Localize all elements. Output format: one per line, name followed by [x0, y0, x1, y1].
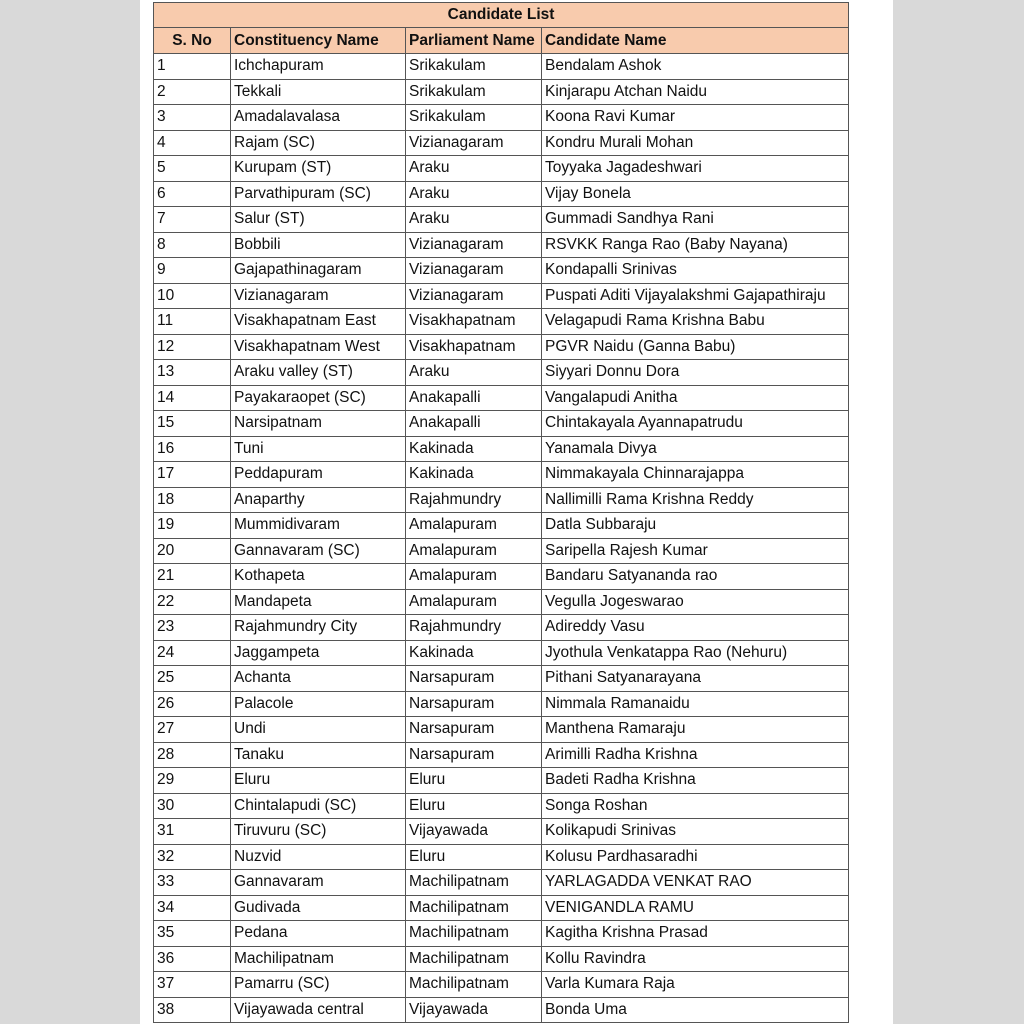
- constituency-cell: Mandapeta: [231, 589, 406, 615]
- candidate-cell: Vijay Bonela: [542, 181, 849, 207]
- table-row: [154, 768, 849, 794]
- table-row: [154, 232, 849, 258]
- parliament-cell: Rajahmundry: [406, 615, 542, 641]
- serial-number-cell: 14: [154, 385, 231, 411]
- serial-number-cell: 22: [154, 589, 231, 615]
- table-header-row: [154, 28, 849, 54]
- serial-number-cell: 27: [154, 717, 231, 743]
- serial-number-cell: 29: [154, 768, 231, 794]
- parliament-cell: Araku: [406, 360, 542, 386]
- parliament-cell: Anakapalli: [406, 411, 542, 437]
- candidate-cell: Gummadi Sandhya Rani: [542, 207, 849, 233]
- serial-number-cell: 8: [154, 232, 231, 258]
- table-row: [154, 870, 849, 896]
- table-row: [154, 487, 849, 513]
- constituency-cell: Amadalavalasa: [231, 105, 406, 131]
- table-row: [154, 462, 849, 488]
- table-row: [154, 538, 849, 564]
- candidate-cell: Kondapalli Srinivas: [542, 258, 849, 284]
- serial-number-cell: 34: [154, 895, 231, 921]
- constituency-cell: Machilipatnam: [231, 946, 406, 972]
- constituency-cell: Payakaraopet (SC): [231, 385, 406, 411]
- table-row: [154, 513, 849, 539]
- table-row: [154, 717, 849, 743]
- parliament-cell: Amalapuram: [406, 538, 542, 564]
- constituency-cell: Chintalapudi (SC): [231, 793, 406, 819]
- constituency-cell: Gannavaram: [231, 870, 406, 896]
- parliament-cell: Eluru: [406, 844, 542, 870]
- serial-number-cell: 28: [154, 742, 231, 768]
- column-header-candidate: Candidate Name: [542, 28, 849, 54]
- serial-number-cell: 24: [154, 640, 231, 666]
- parliament-cell: Rajahmundry: [406, 487, 542, 513]
- table-row: [154, 207, 849, 233]
- serial-number-cell: 32: [154, 844, 231, 870]
- parliament-cell: Machilipatnam: [406, 972, 542, 998]
- candidate-cell: Kolikapudi Srinivas: [542, 819, 849, 845]
- candidate-cell: Puspati Aditi Vijayalakshmi Gajapathiraju: [542, 283, 849, 309]
- table-row: [154, 181, 849, 207]
- parliament-cell: Srikakulam: [406, 79, 542, 105]
- serial-number-cell: 12: [154, 334, 231, 360]
- candidate-cell: YARLAGADDA VENKAT RAO: [542, 870, 849, 896]
- constituency-cell: Rajahmundry City: [231, 615, 406, 641]
- candidate-cell: Vangalapudi Anitha: [542, 385, 849, 411]
- parliament-cell: Srikakulam: [406, 54, 542, 80]
- serial-number-cell: 13: [154, 360, 231, 386]
- table-row: [154, 385, 849, 411]
- constituency-cell: Tuni: [231, 436, 406, 462]
- candidate-cell: Chintakayala Ayannapatrudu: [542, 411, 849, 437]
- constituency-cell: Gudivada: [231, 895, 406, 921]
- serial-number-cell: 3: [154, 105, 231, 131]
- document-page: [140, 0, 893, 1024]
- constituency-cell: Parvathipuram (SC): [231, 181, 406, 207]
- candidate-cell: Manthena Ramaraju: [542, 717, 849, 743]
- candidate-cell: Kolusu Pardhasaradhi: [542, 844, 849, 870]
- constituency-cell: Narsipatnam: [231, 411, 406, 437]
- parliament-cell: Vizianagaram: [406, 232, 542, 258]
- parliament-cell: Eluru: [406, 768, 542, 794]
- table-body: [154, 54, 849, 1023]
- parliament-cell: Amalapuram: [406, 513, 542, 539]
- constituency-cell: Bobbili: [231, 232, 406, 258]
- table-row: [154, 691, 849, 717]
- serial-number-cell: 38: [154, 997, 231, 1023]
- serial-number-cell: 5: [154, 156, 231, 182]
- candidate-cell: VENIGANDLA RAMU: [542, 895, 849, 921]
- table-row: [154, 130, 849, 156]
- column-header-parliament: Parliament Name: [406, 28, 542, 54]
- constituency-cell: Anaparthy: [231, 487, 406, 513]
- serial-number-cell: 4: [154, 130, 231, 156]
- parliament-cell: Machilipatnam: [406, 921, 542, 947]
- candidate-cell: Bandaru Satyananda rao: [542, 564, 849, 590]
- table-row: [154, 666, 849, 692]
- table-row: [154, 105, 849, 131]
- table-row: [154, 360, 849, 386]
- table-title-row: [154, 3, 849, 28]
- table-row: [154, 844, 849, 870]
- constituency-cell: Vizianagaram: [231, 283, 406, 309]
- serial-number-cell: 17: [154, 462, 231, 488]
- parliament-cell: Vizianagaram: [406, 283, 542, 309]
- candidate-cell: Bendalam Ashok: [542, 54, 849, 80]
- constituency-cell: Pedana: [231, 921, 406, 947]
- table-row: [154, 54, 849, 80]
- table-row: [154, 436, 849, 462]
- constituency-cell: Visakhapatnam East: [231, 309, 406, 335]
- table-row: [154, 946, 849, 972]
- candidate-cell: Adireddy Vasu: [542, 615, 849, 641]
- candidate-cell: Songa Roshan: [542, 793, 849, 819]
- parliament-cell: Eluru: [406, 793, 542, 819]
- constituency-cell: Tiruvuru (SC): [231, 819, 406, 845]
- candidate-cell: Kollu Ravindra: [542, 946, 849, 972]
- candidate-cell: Jyothula Venkatappa Rao (Nehuru): [542, 640, 849, 666]
- serial-number-cell: 20: [154, 538, 231, 564]
- candidate-cell: Nimmala Ramanaidu: [542, 691, 849, 717]
- parliament-cell: Narsapuram: [406, 717, 542, 743]
- parliament-cell: Vijayawada: [406, 819, 542, 845]
- constituency-cell: Mummidivaram: [231, 513, 406, 539]
- table-title: Candidate List: [154, 3, 849, 28]
- constituency-cell: Visakhapatnam West: [231, 334, 406, 360]
- table-row: [154, 283, 849, 309]
- parliament-cell: Machilipatnam: [406, 870, 542, 896]
- candidate-list-table: [153, 2, 849, 1023]
- candidate-cell: Koona Ravi Kumar: [542, 105, 849, 131]
- parliament-cell: Narsapuram: [406, 666, 542, 692]
- table-row: [154, 564, 849, 590]
- serial-number-cell: 25: [154, 666, 231, 692]
- table-row: [154, 411, 849, 437]
- constituency-cell: Kothapeta: [231, 564, 406, 590]
- parliament-cell: Vizianagaram: [406, 258, 542, 284]
- candidate-cell: Kondru Murali Mohan: [542, 130, 849, 156]
- serial-number-cell: 18: [154, 487, 231, 513]
- parliament-cell: Vijayawada: [406, 997, 542, 1023]
- constituency-cell: Eluru: [231, 768, 406, 794]
- parliament-cell: Amalapuram: [406, 589, 542, 615]
- table-row: [154, 997, 849, 1023]
- table-row: [154, 742, 849, 768]
- candidate-cell: Badeti Radha Krishna: [542, 768, 849, 794]
- table-row: [154, 309, 849, 335]
- table-row: [154, 615, 849, 641]
- parliament-cell: Narsapuram: [406, 742, 542, 768]
- parliament-cell: Kakinada: [406, 640, 542, 666]
- serial-number-cell: 33: [154, 870, 231, 896]
- table-row: [154, 819, 849, 845]
- serial-number-cell: 10: [154, 283, 231, 309]
- constituency-cell: Gajapathinagaram: [231, 258, 406, 284]
- constituency-cell: Peddapuram: [231, 462, 406, 488]
- parliament-cell: Amalapuram: [406, 564, 542, 590]
- constituency-cell: Nuzvid: [231, 844, 406, 870]
- parliament-cell: Srikakulam: [406, 105, 542, 131]
- candidate-cell: Toyyaka Jagadeshwari: [542, 156, 849, 182]
- serial-number-cell: 7: [154, 207, 231, 233]
- candidate-cell: Arimilli Radha Krishna: [542, 742, 849, 768]
- constituency-cell: Tekkali: [231, 79, 406, 105]
- table-row: [154, 589, 849, 615]
- table-row: [154, 258, 849, 284]
- candidate-cell: Siyyari Donnu Dora: [542, 360, 849, 386]
- parliament-cell: Araku: [406, 156, 542, 182]
- serial-number-cell: 1: [154, 54, 231, 80]
- serial-number-cell: 15: [154, 411, 231, 437]
- parliament-cell: Visakhapatnam: [406, 309, 542, 335]
- candidate-cell: RSVKK Ranga Rao (Baby Nayana): [542, 232, 849, 258]
- serial-number-cell: 35: [154, 921, 231, 947]
- candidate-cell: Kagitha Krishna Prasad: [542, 921, 849, 947]
- serial-number-cell: 37: [154, 972, 231, 998]
- serial-number-cell: 16: [154, 436, 231, 462]
- table-row: [154, 156, 849, 182]
- parliament-cell: Kakinada: [406, 462, 542, 488]
- table-row: [154, 895, 849, 921]
- serial-number-cell: 2: [154, 79, 231, 105]
- constituency-cell: Ichchapuram: [231, 54, 406, 80]
- candidate-cell: Pithani Satyanarayana: [542, 666, 849, 692]
- constituency-cell: Pamarru (SC): [231, 972, 406, 998]
- constituency-cell: Jaggampeta: [231, 640, 406, 666]
- candidate-cell: Varla Kumara Raja: [542, 972, 849, 998]
- candidate-cell: Nallimilli Rama Krishna Reddy: [542, 487, 849, 513]
- serial-number-cell: 19: [154, 513, 231, 539]
- candidate-cell: Saripella Rajesh Kumar: [542, 538, 849, 564]
- parliament-cell: Machilipatnam: [406, 946, 542, 972]
- parliament-cell: Narsapuram: [406, 691, 542, 717]
- serial-number-cell: 36: [154, 946, 231, 972]
- parliament-cell: Visakhapatnam: [406, 334, 542, 360]
- parliament-cell: Araku: [406, 207, 542, 233]
- constituency-cell: Undi: [231, 717, 406, 743]
- constituency-cell: Palacole: [231, 691, 406, 717]
- constituency-cell: Vijayawada central: [231, 997, 406, 1023]
- serial-number-cell: 31: [154, 819, 231, 845]
- candidate-cell: PGVR Naidu (Ganna Babu): [542, 334, 849, 360]
- constituency-cell: Tanaku: [231, 742, 406, 768]
- candidate-cell: Velagapudi Rama Krishna Babu: [542, 309, 849, 335]
- serial-number-cell: 6: [154, 181, 231, 207]
- table-row: [154, 640, 849, 666]
- serial-number-cell: 9: [154, 258, 231, 284]
- serial-number-cell: 30: [154, 793, 231, 819]
- table-row: [154, 972, 849, 998]
- candidate-cell: Nimmakayala Chinnarajappa: [542, 462, 849, 488]
- candidate-cell: Kinjarapu Atchan Naidu: [542, 79, 849, 105]
- column-header-constituency: Constituency Name: [231, 28, 406, 54]
- serial-number-cell: 23: [154, 615, 231, 641]
- candidate-cell: Datla Subbaraju: [542, 513, 849, 539]
- serial-number-cell: 11: [154, 309, 231, 335]
- candidate-cell: Vegulla Jogeswarao: [542, 589, 849, 615]
- table-row: [154, 793, 849, 819]
- parliament-cell: Araku: [406, 181, 542, 207]
- table-row: [154, 921, 849, 947]
- parliament-cell: Anakapalli: [406, 385, 542, 411]
- parliament-cell: Kakinada: [406, 436, 542, 462]
- column-header-serial-number: S. No: [154, 28, 231, 54]
- serial-number-cell: 21: [154, 564, 231, 590]
- candidate-cell: Yanamala Divya: [542, 436, 849, 462]
- parliament-cell: Vizianagaram: [406, 130, 542, 156]
- candidate-cell: Bonda Uma: [542, 997, 849, 1023]
- serial-number-cell: 26: [154, 691, 231, 717]
- constituency-cell: Rajam (SC): [231, 130, 406, 156]
- constituency-cell: Salur (ST): [231, 207, 406, 233]
- constituency-cell: Gannavaram (SC): [231, 538, 406, 564]
- constituency-cell: Kurupam (ST): [231, 156, 406, 182]
- table-row: [154, 79, 849, 105]
- constituency-cell: Araku valley (ST): [231, 360, 406, 386]
- table-row: [154, 334, 849, 360]
- constituency-cell: Achanta: [231, 666, 406, 692]
- parliament-cell: Machilipatnam: [406, 895, 542, 921]
